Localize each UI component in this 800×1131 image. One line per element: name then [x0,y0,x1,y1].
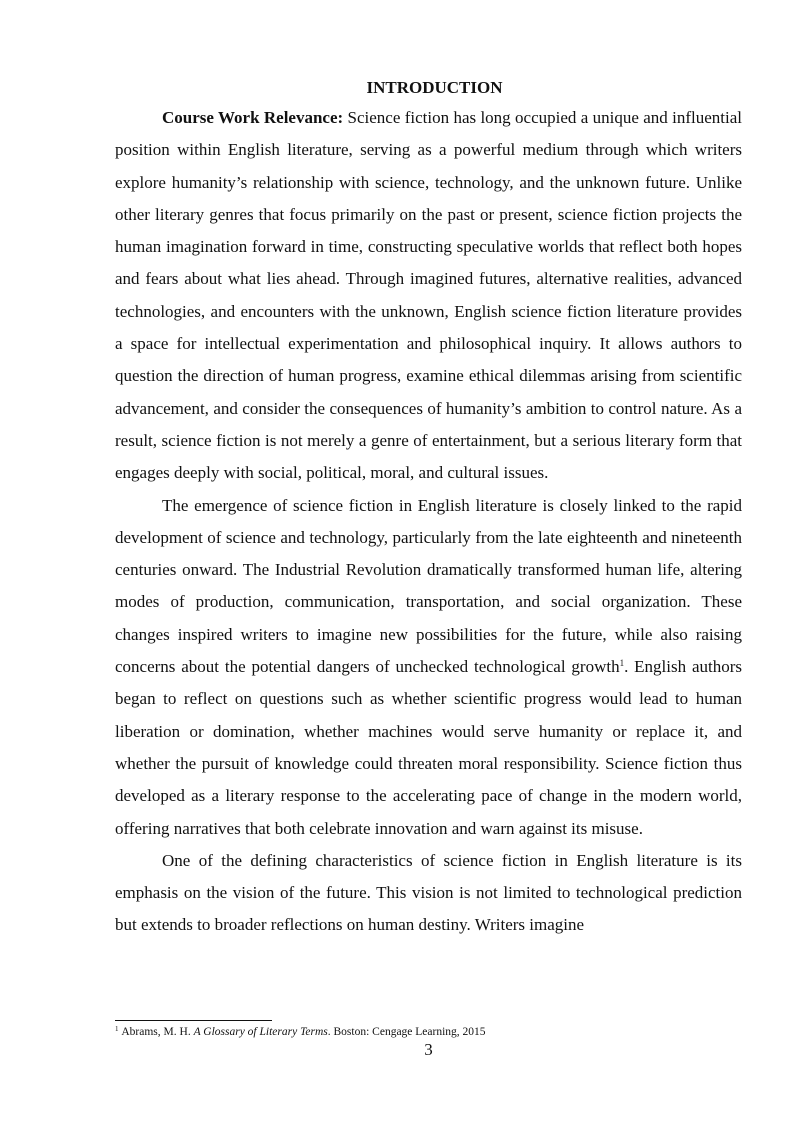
paragraph-text-before-ref: The emergence of science fiction in English literature is closely linked to the rapid development of science and technology, particularly from the late eighteenth and nineteenth centuries onward. The Industrial Revolution dramatically transformed human life, altering modes of production, communication, transportation, and social organization. These changes inspired writers to imagine new possibilities for the future, while also raising concerns about the potential dangers of unchecked technological growth [115,495,742,677]
paragraph-text: Science fiction has long occupied a unique and influential position within English literature, serving as a powerful medium through which writers explore humanity’s relationship with science, technology, and the unknown future. Unlike other literary genres that focus primarily on the past or present, science fiction projects the human imagination forward in time, constructing speculative worlds that reflect both hopes and fears about what lies ahead. Through imagined futures, alternative realities, advanced technologies, and encounters with the unknown, English science fiction literature provides a space for intellectual experimentation and philosophical inquiry. It allows authors to question the direction of human progress, examine ethical dilemmas arising from scientific advancement, and consider the consequences of humanity’s ambition to control nature. As a result, science fiction is not merely a genre of entertainment, but a serious literary form that engages deeply with social, political, moral, and cultural issues. [115,108,742,483]
footnote-divider [115,1020,272,1021]
paragraph-text-after-ref: . English authors began to reflect on questions such as whether scientific progress would lead to human liberation or domination, whether machines would serve humanity or replace it, and whether the pursuit of knowledge could threaten moral responsibility. Science fiction thus developed as a literary response to the accelerating pace of change in the modern world, offering narratives that both celebrate innovation and warn against its misuse. [115,657,742,838]
footnote-author: Abrams, M. H. [121,1026,191,1038]
footnote-title: A Glossary of Literary Terms [193,1026,328,1038]
paragraph-course-work-relevance [115,102,742,490]
footnote-number: 1 [115,1025,119,1033]
footnote-reference[interactable]: 1 [619,658,625,669]
footnote [115,1025,742,1039]
section-heading: INTRODUCTION [366,78,503,97]
paragraph-text: One of the defining characteristics of science fiction in English literature is its emphasis on the vision of the future. This vision is not limited to technological prediction but extends to broader reflections on human destiny. Writers imagine [115,850,742,935]
footnote-publication: . Boston: Cengage Learning, 2015 [327,1026,486,1038]
paragraph-vision-of-future [115,845,742,942]
body-text [115,74,742,942]
paragraph-lead-label: Course Work Relevance: [162,108,344,127]
paragraph-emergence [115,490,742,845]
page-number: 3 [424,1040,433,1059]
